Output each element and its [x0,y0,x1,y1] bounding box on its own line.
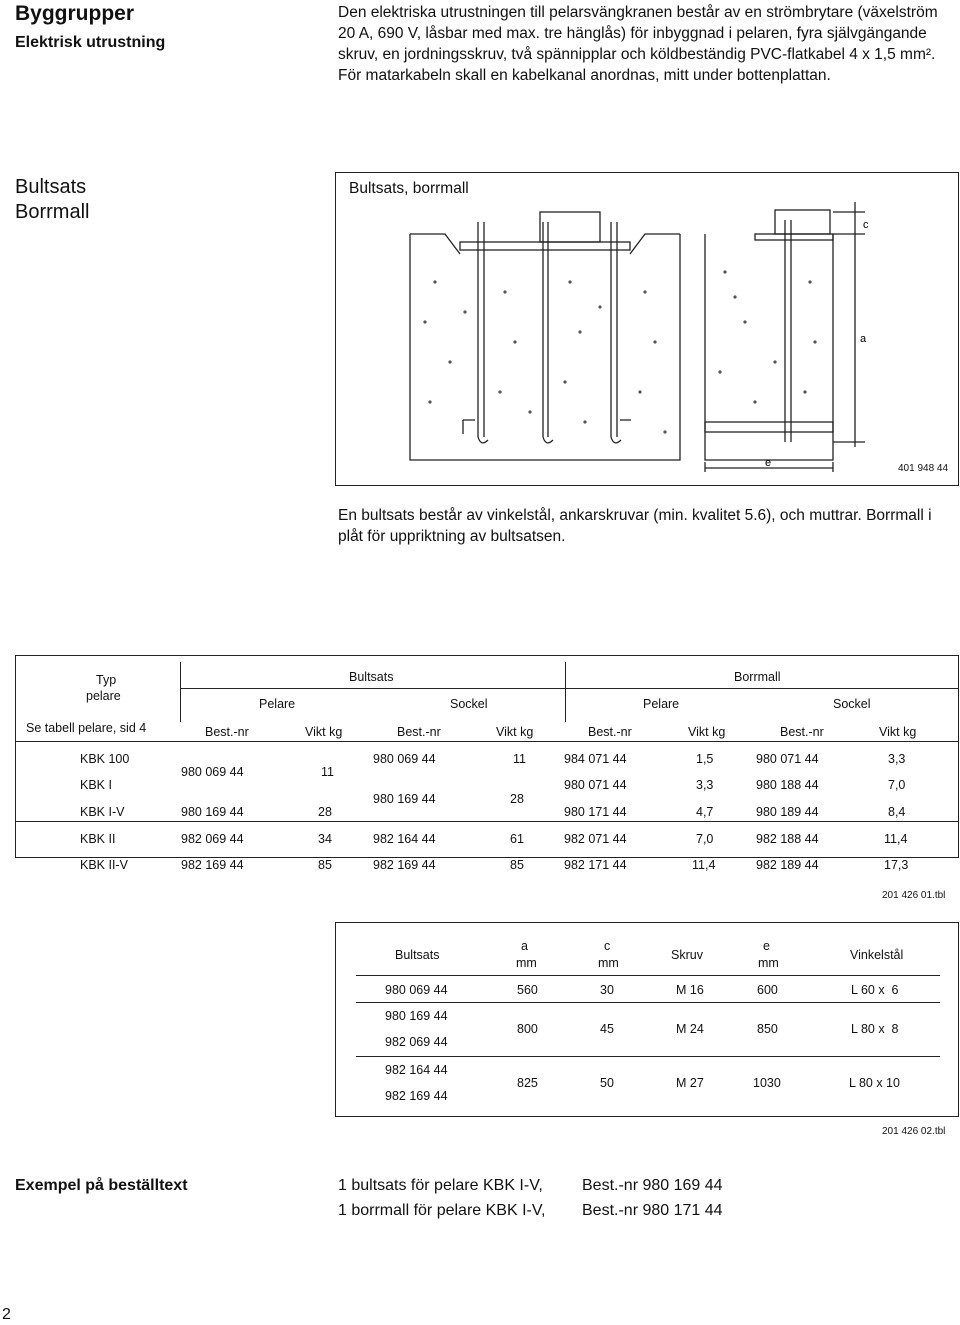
cell: 4,7 [696,805,714,819]
group-header-borrmall: Borrmall [734,670,781,684]
cell: 982 169 44 [181,858,244,872]
row-type: KBK II [80,832,116,846]
example-label: Exempel på beställtext [15,1177,188,1194]
col-header-a-unit: mm [516,956,537,970]
col-header-skruv: Skruv [671,948,703,962]
cell-a: 560 [517,983,538,997]
cell-c: 45 [600,1022,614,1036]
col-vikt: Vikt kg [879,725,917,739]
cell: 8,4 [888,805,906,819]
example-order-1: Best.-nr 980 169 44 [582,1177,723,1194]
cell: 85 [510,858,524,872]
cell-merged: 980 069 44 [181,765,244,779]
col-header-typ: Typ [96,673,117,687]
cell: 982 069 44 [181,832,244,846]
cell-skruv: M 16 [676,983,704,997]
cell: 980 071 44 [756,752,819,766]
cell: 980 188 44 [756,778,819,792]
angle-plate [460,242,630,250]
cell: 11,4 [692,858,716,872]
cell: 982 169 44 [373,858,436,872]
cell: 980 071 44 [564,778,627,792]
cell-e: 1030 [753,1076,781,1090]
cell: 11 [513,752,526,766]
intro-paragraph [338,2,958,86]
sub-header-pelare: Pelare [259,697,296,711]
cell: 7,0 [888,778,906,792]
col-best: Best.-nr [205,725,249,739]
bultsats-id: 980 169 44 [385,1009,448,1023]
cell-c: 30 [600,983,614,997]
row-type: KBK I-V [80,805,125,819]
row-type: KBK II-V [80,858,128,872]
example-line-2: 1 borrmall för pelare KBK I-V, [338,1202,546,1219]
bultsats-id: 982 069 44 [385,1035,448,1049]
col-header-ref: Se tabell pelare, sid 4 [26,721,147,735]
intro-line: 20 A, 690 V, låsbar med max. tre hänglås) för inbyggnad i pelaren, fyra självgängande [338,25,927,42]
sub-header-sockel: Sockel [450,697,488,711]
foundation-edge [410,234,460,254]
foundation-outline-side [705,234,833,460]
col-header-c-unit: mm [598,956,619,970]
section-title-bultsats [15,175,89,225]
cell: 28 [318,805,332,819]
section-title-byggrupper: Byggrupper [15,2,135,25]
col-best: Best.-nr [780,725,824,739]
template-plate [705,422,833,432]
col-header-e-unit: mm [758,956,779,970]
section-title-line: Bultsats [15,176,87,198]
col-header-vinkelstal: Vinkelstål [850,948,904,962]
cell-vinkel: L 60 x 6 [851,983,899,997]
sub-header-pelare: Pelare [643,697,680,711]
dimension-table [335,922,959,1117]
group-header-bultsats: Bultsats [349,670,394,684]
col-best: Best.-nr [397,725,441,739]
col-header-c: c [604,939,611,953]
cell: 11,4 [884,832,908,846]
cell-merged: 11 [321,765,334,779]
cell-merged: 980 169 44 [373,792,436,806]
cell: 982 164 44 [373,832,436,846]
cell: 980 069 44 [373,752,436,766]
cell: 984 071 44 [564,752,627,766]
cell-merged: 28 [510,792,524,806]
table-code: 201 426 01.tbl [882,890,946,901]
cell-c: 50 [600,1076,614,1090]
dim-label-c: c [863,219,869,231]
col-header-a: a [521,939,528,953]
col-header-pelare: pelare [86,689,121,703]
intro-line: För matarkabeln skall en kabelkanal anordnas, mitt under bottenplattan. [338,67,831,84]
section-title-line: Borrmall [15,201,90,223]
bultsats-id: 980 069 44 [385,983,448,997]
col-best: Best.-nr [588,725,632,739]
row-type: KBK 100 [80,752,130,766]
cell-vinkel: L 80 x 8 [851,1022,899,1036]
cell: 980 169 44 [181,805,244,819]
bolt-set-description [338,505,958,547]
cell: 3,3 [888,752,906,766]
sub-header-sockel: Sockel [833,697,871,711]
order-table [15,655,959,872]
row-type: KBK I [80,778,112,792]
dim-label-e: e [765,457,772,469]
cell: 61 [510,832,524,846]
col-header-bultsats: Bultsats [395,948,440,962]
intro-line: Den elektriska utrustningen till pelarsvängkranen består av en strömbrytare (växelström [338,4,938,21]
cell: 980 171 44 [564,805,627,819]
bultsats-id: 982 164 44 [385,1063,448,1077]
cell-a: 800 [517,1022,538,1036]
bolt-set-drawing [335,172,959,486]
figure-code: 401 948 44 [898,463,949,474]
cell: 982 071 44 [564,832,627,846]
col-vikt: Vikt kg [688,725,726,739]
cell: 85 [318,858,332,872]
column-base-side [775,210,830,234]
angle-plate-side [755,234,833,240]
intro-line: skruv, en jordningsskruv, två spännipplar och köldbeständig PVC-flatkabel 4 x 1,5 mm². [338,46,936,63]
cell: 980 189 44 [756,805,819,819]
page-number: 2 [2,1306,11,1323]
col-vikt: Vikt kg [496,725,534,739]
col-header-e: e [763,939,770,953]
cell-vinkel: L 80 x 10 [849,1076,900,1090]
cell-a: 825 [517,1076,538,1090]
cell-e: 850 [757,1022,778,1036]
cell: 982 171 44 [564,858,627,872]
cell: 17,3 [884,858,909,872]
example-order-2: Best.-nr 980 171 44 [582,1202,723,1219]
cell-skruv: M 27 [676,1076,704,1090]
cell-e: 600 [757,983,778,997]
bultsats-id: 982 169 44 [385,1089,448,1103]
cell: 982 188 44 [756,832,819,846]
cell: 3,3 [696,778,714,792]
example-line-1: 1 bultsats för pelare KBK I-V, [338,1177,543,1194]
section-subtitle-elektrisk: Elektrisk utrustning [15,34,166,51]
cell: 34 [318,832,332,846]
col-vikt: Vikt kg [305,725,343,739]
table-code: 201 426 02.tbl [882,1126,946,1137]
foundation-outline [410,234,680,460]
dim-label-a: a [860,333,867,345]
cell: 7,0 [696,832,714,846]
figure-title: Bultsats, borrmall [349,180,469,197]
cell-skruv: M 24 [676,1022,704,1036]
cell: 1,5 [696,752,714,766]
cell: 982 189 44 [756,858,819,872]
desc-line: plåt för uppriktning av bultsatsen. [338,528,566,545]
column-base [540,212,600,242]
desc-line: En bultsats består av vinkelstål, ankarskruvar (min. kvalitet 5.6), och muttrar. Borrmall i [338,507,932,524]
